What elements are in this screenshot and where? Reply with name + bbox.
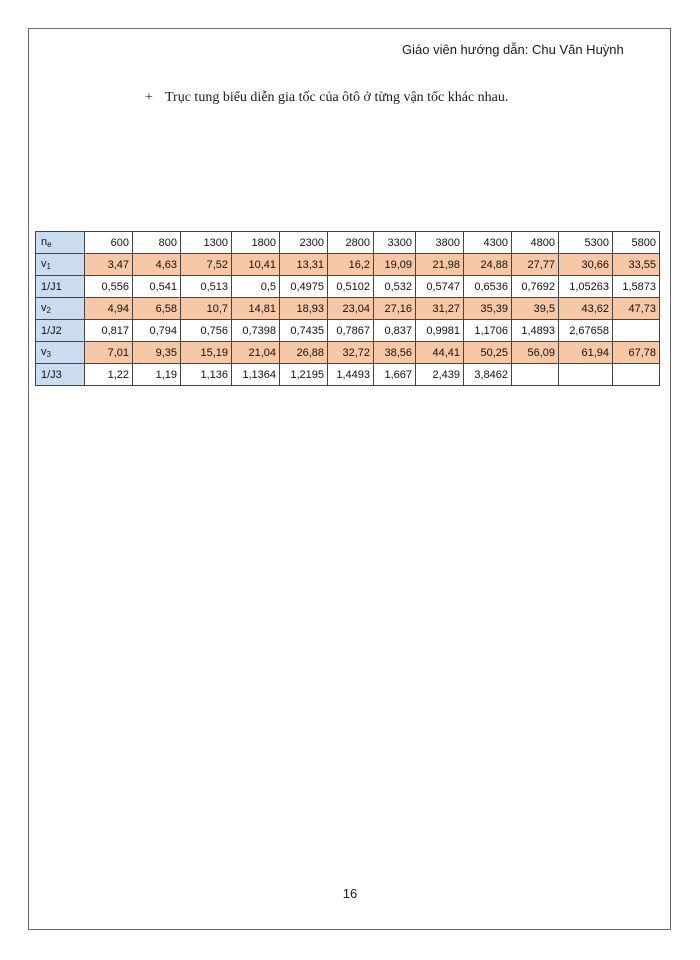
table-cell: 0,7867: [328, 320, 374, 342]
table-cell: 14,81: [232, 298, 280, 320]
table-row: [36, 298, 660, 320]
table-cell: 10,7: [181, 298, 232, 320]
bullet-symbol: +: [145, 90, 153, 105]
table-cell: 0,7435: [280, 320, 328, 342]
row-label: [36, 276, 85, 298]
table-cell: 1,667: [374, 364, 416, 386]
table-cell: 0,7398: [232, 320, 280, 342]
row-label-main: n: [41, 236, 48, 248]
row-label-subscript: e: [47, 240, 52, 249]
table-cell: 1800: [232, 232, 280, 254]
table-cell: 21,04: [232, 342, 280, 364]
row-label-subscript: 1: [46, 262, 51, 271]
table-cell: 7,52: [181, 254, 232, 276]
table-cell: 19,09: [374, 254, 416, 276]
table-row: [36, 364, 660, 386]
table-row: [36, 232, 660, 254]
table-cell: 0,532: [374, 276, 416, 298]
table-cell: 1,136: [181, 364, 232, 386]
table-row: [36, 276, 660, 298]
table-cell: 4,63: [133, 254, 181, 276]
table-cell: 27,77: [512, 254, 559, 276]
table-cell: 1,1706: [464, 320, 512, 342]
table-cell: 0,6536: [464, 276, 512, 298]
table-cell: 7,01: [85, 342, 133, 364]
row-label-subscript: 3: [46, 350, 51, 359]
table-cell: 1,4493: [328, 364, 374, 386]
table-cell: 50,25: [464, 342, 512, 364]
table-cell: 31,27: [416, 298, 464, 320]
table-cell: 1,4893: [512, 320, 559, 342]
table-cell: 56,09: [512, 342, 559, 364]
row-label-main: v: [41, 302, 47, 314]
table-cell: 10,41: [232, 254, 280, 276]
table-cell: 3800: [416, 232, 464, 254]
table-cell: 3300: [374, 232, 416, 254]
row-label-main: 1/J2: [41, 324, 62, 337]
table-cell: 35,39: [464, 298, 512, 320]
table-cell: 1,5873: [613, 276, 660, 298]
table-cell: [559, 364, 613, 386]
table-cell: [512, 364, 559, 386]
table-row: [36, 342, 660, 364]
table-cell: 2,439: [416, 364, 464, 386]
table-cell: 1,05263: [559, 276, 613, 298]
table-cell: 1,19: [133, 364, 181, 386]
table-cell: 0,9981: [416, 320, 464, 342]
table-cell: 0,5102: [328, 276, 374, 298]
table-cell: 1,2195: [280, 364, 328, 386]
table-cell: 1,1364: [232, 364, 280, 386]
table-cell: 2,67658: [559, 320, 613, 342]
table-cell: 0,756: [181, 320, 232, 342]
table-cell: 13,31: [280, 254, 328, 276]
table-cell: 4,94: [85, 298, 133, 320]
table-cell: 0,7692: [512, 276, 559, 298]
table-cell: 0,817: [85, 320, 133, 342]
row-label-main: v: [41, 346, 47, 358]
table-cell: 24,88: [464, 254, 512, 276]
table-cell: 1,22: [85, 364, 133, 386]
table-cell: 38,56: [374, 342, 416, 364]
table-cell: 0,794: [133, 320, 181, 342]
table-cell: [613, 364, 660, 386]
bullet-text: Trục tung biểu diễn gia tốc của ôtô ở từng vận tốc khác nhau.: [165, 90, 509, 105]
row-label-main: 1/J1: [41, 280, 62, 293]
row-label: [36, 364, 85, 386]
table-cell: 26,88: [280, 342, 328, 364]
table-cell: 0,541: [133, 276, 181, 298]
table-cell: 0,837: [374, 320, 416, 342]
table-cell: 6,58: [133, 298, 181, 320]
table-cell: 21,98: [416, 254, 464, 276]
row-label: [36, 232, 85, 254]
table-cell: 15,19: [181, 342, 232, 364]
table-cell: 32,72: [328, 342, 374, 364]
bullet-line: [145, 90, 508, 106]
table-row: [36, 254, 660, 276]
table-cell: 43,62: [559, 298, 613, 320]
table-cell: 5800: [613, 232, 660, 254]
row-label-subscript: 2: [46, 306, 51, 315]
table-cell: 3,47: [85, 254, 133, 276]
row-label-main: 1/J3: [41, 368, 62, 381]
table-cell: 33,55: [613, 254, 660, 276]
table-cell: 600: [85, 232, 133, 254]
page-header: Giáo viên hướng dẫn: Chu Văn Huỳnh: [402, 42, 624, 57]
table-row: [36, 320, 660, 342]
table-cell: 61,94: [559, 342, 613, 364]
table-cell: 0,556: [85, 276, 133, 298]
table-cell: 16,2: [328, 254, 374, 276]
table-cell: 0,4975: [280, 276, 328, 298]
table-cell: 9,35: [133, 342, 181, 364]
table-cell: 47,73: [613, 298, 660, 320]
table-cell: 27,16: [374, 298, 416, 320]
row-label: [36, 254, 85, 276]
row-label: [36, 320, 85, 342]
table-cell: 4300: [464, 232, 512, 254]
row-label: [36, 342, 85, 364]
page-border: [28, 28, 671, 930]
table-cell: [613, 320, 660, 342]
row-label: [36, 298, 85, 320]
table-cell: 1300: [181, 232, 232, 254]
table-cell: 39,5: [512, 298, 559, 320]
table-cell: 5300: [559, 232, 613, 254]
table-cell: 44,41: [416, 342, 464, 364]
table-cell: 18,93: [280, 298, 328, 320]
table-cell: 2300: [280, 232, 328, 254]
table-cell: 0,5747: [416, 276, 464, 298]
table-cell: 3,8462: [464, 364, 512, 386]
table-cell: 67,78: [613, 342, 660, 364]
table-cell: 30,66: [559, 254, 613, 276]
table-cell: 4800: [512, 232, 559, 254]
table-cell: 0,513: [181, 276, 232, 298]
table-cell: 0,5: [232, 276, 280, 298]
page-number: 16: [342, 886, 358, 901]
data-table: [35, 231, 660, 386]
table-cell: 23,04: [328, 298, 374, 320]
table-cell: 2800: [328, 232, 374, 254]
row-label-main: v: [41, 258, 47, 270]
table-cell: 800: [133, 232, 181, 254]
